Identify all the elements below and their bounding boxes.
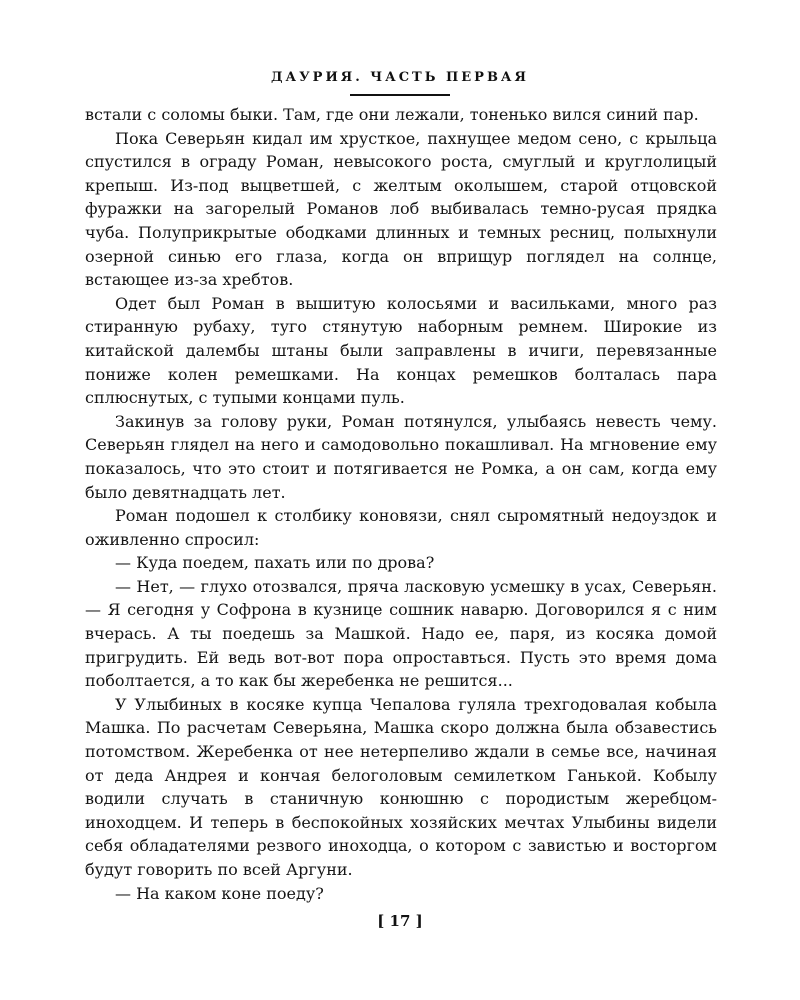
paragraph: Пока Северьян кидал им хрусткое, пахнущее медом сено, с крыльца спустился в ограду Роман, невысокого роста, смуглый и круглолицый крепыш. Из-под выцветшей, с желтым околышем, старой отцовской фуражки на загорелый Романов лоб выбивалась темно-русая прядка чуба. Полуприкрытые ободками длинных и темных ресниц, полыхнули озерной синью его глаза, когда он вприщур поглядел на солнце, встающее из-за хребтов.	[85, 128, 717, 290]
page-number: [ 17 ]	[377, 912, 423, 930]
paragraph: Одет был Роман в вышитую колосьями и васильками, много раз стиранную рубаху, туго стянутую наборным ремнем. Широкие из китайской далембы штаны были заправлены в ичиги, перевязанные пониже колен ремешками. На концах ремешков болталась пара сплюснутых, с тупыми концами пуль.	[85, 293, 717, 408]
dialogue-line: — Нет, — глухо отозвался, пряча ласковую усмешку в усах, Северьян. — Я сегодня у Софрона в кузнице сошник наварю. Договорился я с ним вчерась. А ты поедешь за Машкой. Надо ее, паря, из косяка домой пригрудить. Ей ведь вот-вот пора опроставться. Пусть это время дома поболтается, а то как бы жеребенка не решится...	[85, 576, 717, 691]
paragraph: У Улыбиных в косяке купца Чепалова гуляла трехгодовалая кобыла Машка. По расчетам Северьяна, Машка скоро должна была обзавестись потомством. Жеребенка от нее нетерпеливо ждали в семье все, начиная от деда Андрея и кончая белоголовым семилетком Ганькой. Кобылу водили случать в станичную конюшню с породистым жеребцом-иноходцем. И теперь в беспокойных хозяйских мечтах Улыбины видели себя обладателями резвого иноходца, о котором с завистью и восторгом будут говорить по всей Аргуни.	[85, 694, 717, 879]
dialogue-line: — Куда поедем, пахать или по дрова?	[115, 553, 435, 573]
running-head: ДАУРИЯ. ЧАСТЬ ПЕРВАЯ	[270, 70, 529, 85]
running-head-rule	[350, 94, 450, 96]
paragraph-continued: встали с соломы быки. Там, где они лежали, тоненько вился синий пар.	[85, 105, 699, 124]
dialogue-line: — На каком коне поеду?	[115, 883, 324, 903]
body-text	[85, 103, 717, 905]
paragraph: Роман подошел к столбику коновязи, снял сыромятный недоуздок и оживленно спросил:	[85, 506, 717, 549]
paragraph: Закинув за голову руки, Роман потянулся, улыбаясь невесть чему. Северьян глядел на него и самодовольно покашливал. На мгновение ему показалось, что это стоит и потягивается не Ромка, а он сам, когда ему было девятнадцать лет.	[85, 411, 717, 502]
